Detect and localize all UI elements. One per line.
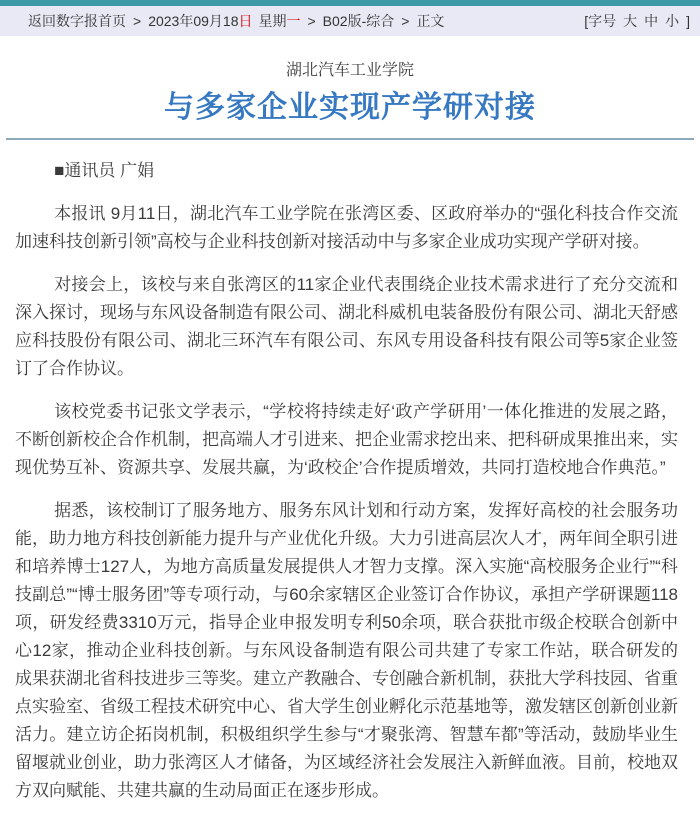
font-size-label-close: ]: [686, 13, 690, 29]
article-paragraph: 本报讯 9月11日，湖北汽车工业学院在张湾区委、区政府举办的“强化科技合作交流加速科技创新引领”高校与企业科技创新对接活动中与多家企业成功实现产学研对接。: [15, 204, 678, 251]
font-size-label-open: [字号: [584, 13, 617, 29]
breadcrumb-bar: [0, 6, 700, 36]
article-paragraph: 该校党委书记张文学表示，“学校将持续走好‘政产学研用’一体化推进的发展之路，不断创新校企合作机制，把高端人才引进来、把企业需求挖出来、把科研成果推出来，实现优势互补、资源共享、发展共赢，为‘政校企’合作提质增效，共同打造校地合作典范。”: [15, 402, 678, 477]
article-title: 与多家企业实现产学研对接: [164, 91, 536, 124]
article-byline: ■通讯员 广娟: [54, 161, 155, 180]
article-body: [0, 140, 700, 835]
article-paragraph: 对接会上，该校与来自张湾区的11家企业代表围绕企业技术需求进行了充分交流和深入探讨，现场与东风设备制造有限公司、湖北科威机电装备股份有限公司、湖北天舒感应科技股份有限公司、湖北三环汽车有限公司、东风专用设备科技有限公司等5家企业签订了合作协议。: [15, 275, 678, 378]
breadcrumb-edition-link[interactable]: B02版-综合: [322, 13, 395, 29]
article-supertitle: 湖北汽车工业学院: [285, 62, 414, 79]
breadcrumb-current-page: 正文: [416, 13, 445, 29]
article-header: [0, 61, 700, 140]
breadcrumb-date-day-char: 日: [238, 13, 253, 29]
breadcrumb-weekday: [258, 11, 300, 31]
article-paragraph: 据悉，该校制订了服务地方、服务东风计划和行动方案，发挥好高校的社会服务功能，助力地方科技创新能力提升与产业优化升级。大力引进高层次人才，两年间全职引进和培养博士127人，为地方高质量发展提供人才智力支撑。深入实施“高校服务企业行”“科技副总”“博士服务团”等专项行动，与60余家辖区企业签订合作协议，承担产学研课题118项，研发经费3310万元，指导企业申报发明专利50余项，联合获批市级企校联合创新中心12家，推动企业科技创新。与东风设备制造有限公司共建了专家工作站，联合研发的成果获湖北省科技进步三等奖。建立产教融合、专创融合新机制，获批大学科技园、省重点实验室、省级工程技术研究中心、省大学生创业孵化示范基地等，激发辖区创新创业新活力。建立访企拓岗机制，积极组织学生参与“才聚张湾、智慧车都”等活动，鼓励毕业生留堰就业创业，助力张湾区人才储备，为区域经济社会发展注入新鲜血液。目前，校地双方双向赋能、共建共赢的生动局面正在逐步形成。: [15, 501, 678, 800]
breadcrumb-separator: >: [133, 13, 142, 29]
breadcrumb-date-link[interactable]: [148, 11, 252, 31]
breadcrumb-home-link[interactable]: 返回数字报首页: [28, 13, 126, 29]
breadcrumb-weekday-text: 星期: [258, 13, 287, 29]
breadcrumb-date-text: 2023年09月18: [148, 13, 239, 29]
breadcrumb-separator: >: [307, 13, 316, 29]
font-size-large-button[interactable]: 大: [623, 13, 638, 29]
breadcrumb: [28, 11, 444, 31]
font-size-medium-button[interactable]: 中: [644, 13, 659, 29]
breadcrumb-weekday-num-char: 一: [286, 13, 301, 29]
breadcrumb-separator: >: [401, 13, 410, 29]
font-size-small-button[interactable]: 小: [665, 13, 680, 29]
font-size-control: [584, 11, 690, 31]
